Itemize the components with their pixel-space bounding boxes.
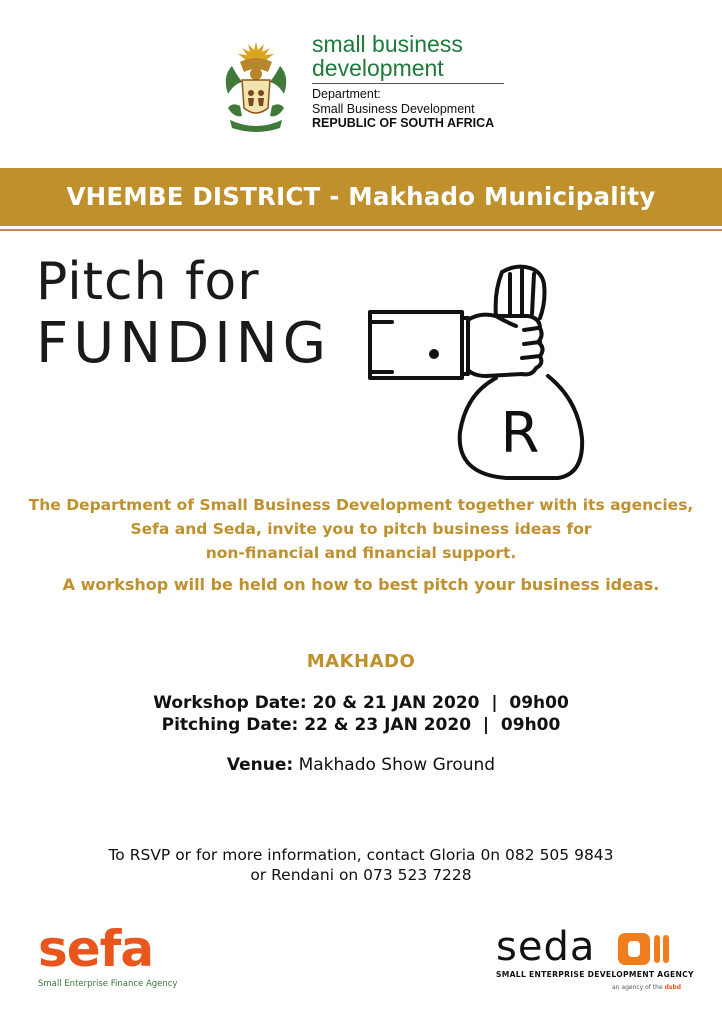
bag-symbol: R xyxy=(500,401,540,466)
hand-holding-money-bag-icon xyxy=(356,262,586,484)
seda-sub-prefix: an agency of the xyxy=(612,984,663,991)
seda-sub-brand: dsbd xyxy=(664,984,682,991)
city-heading: MAKHADO xyxy=(306,651,416,672)
department-name xyxy=(312,87,475,117)
intro-line-1: The Department of Small Business Development together with its agencies, xyxy=(28,496,694,514)
department-title xyxy=(312,32,463,80)
seda-tagline: SMALL ENTERPRISE DEVELOPMENT AGENCY xyxy=(496,970,694,979)
venue-value: Makhado Show Ground xyxy=(298,755,496,775)
seda-mark-icon xyxy=(617,932,671,966)
country-name: REPUBLIC OF SOUTH AFRICA xyxy=(312,116,495,130)
intro-line-2: Sefa and Seda, invite you to pitch business ideas for xyxy=(130,520,592,538)
department-value: Small Business Development xyxy=(312,102,475,116)
workshop-note: A workshop will be held on how to best pitch your business ideas. xyxy=(62,575,660,594)
hero-title-line2: FUNDING xyxy=(36,311,332,376)
workshop-date: Workshop Date: 20 & 21 JAN 2020 | 09h00 xyxy=(153,693,569,713)
department-title-line1: small business xyxy=(312,31,463,57)
venue-label: Venue: xyxy=(226,755,294,775)
rsvp-line-2: or Rendani on 073 523 7228 xyxy=(250,866,472,884)
pitching-date: Pitching Date: 22 & 23 JAN 2020 | 09h00 xyxy=(161,715,561,735)
coat-of-arms-icon xyxy=(218,36,294,136)
rsvp-line-1: To RSVP or for more information, contact Gloria 0n 082 505 9843 xyxy=(108,846,614,864)
department-title-line2: development xyxy=(312,55,444,81)
district-banner-text: VHEMBE DISTRICT - Makhado Municipality xyxy=(66,182,656,211)
sefa-tagline: Small Enterprise Finance Agency xyxy=(38,979,178,989)
intro-paragraph xyxy=(0,493,722,565)
seda-sub-tagline xyxy=(612,984,681,991)
seda-logo: seda xyxy=(496,924,596,970)
banner-underline xyxy=(0,229,722,231)
hero-title-line1: Pitch for xyxy=(36,252,260,312)
department-label: Department: xyxy=(312,87,381,101)
sefa-logo: sefa xyxy=(38,920,154,978)
header-divider xyxy=(312,83,504,84)
intro-line-3: non-financial and financial support. xyxy=(205,544,517,562)
venue xyxy=(0,755,722,775)
